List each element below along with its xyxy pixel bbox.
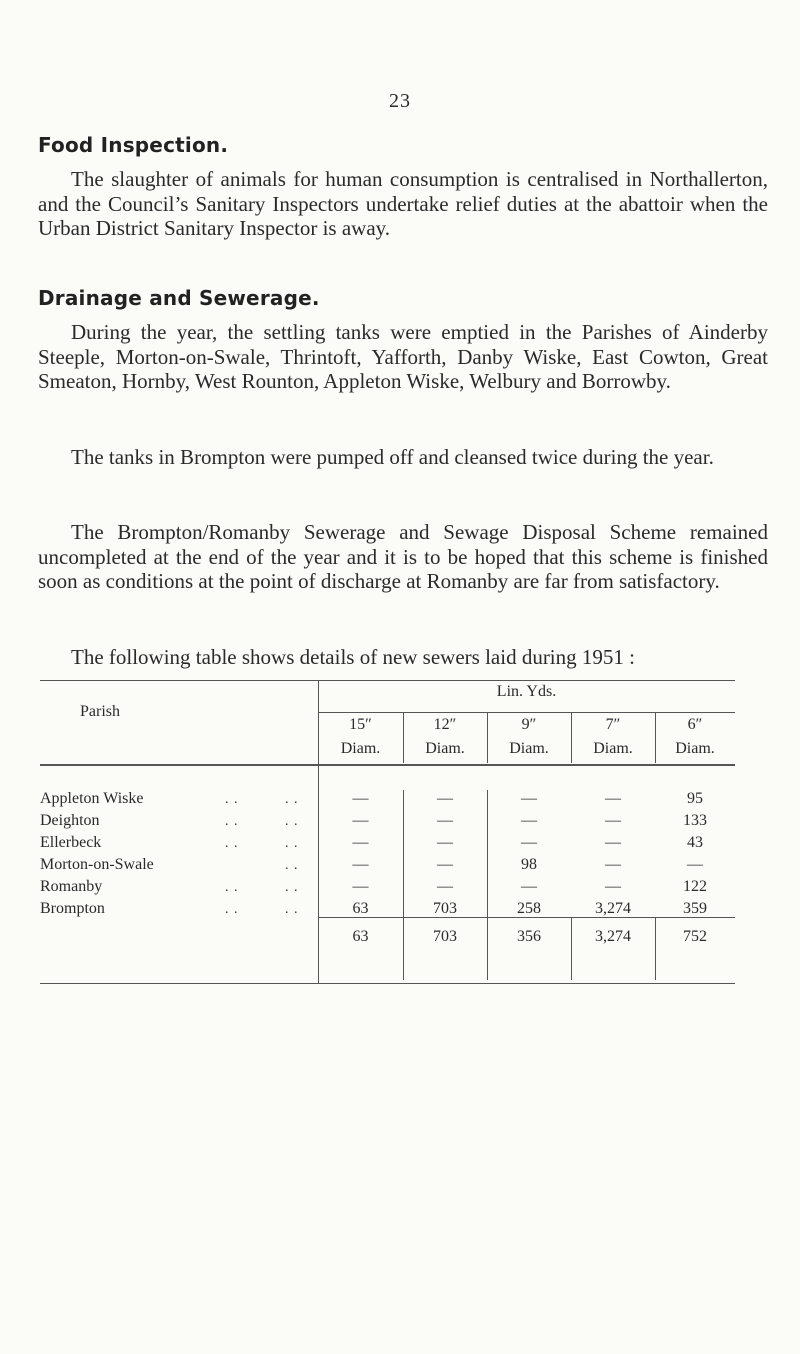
cell-value: —: [352, 856, 369, 873]
cell-value: 63: [352, 900, 369, 917]
cell-value: 122: [683, 878, 707, 895]
parish-name: Ellerbeck: [40, 834, 102, 851]
col-6-size: 6″: [687, 716, 703, 733]
cell-value: 133: [683, 812, 707, 829]
cell-value: —: [605, 812, 621, 829]
cell-value: —: [437, 856, 453, 873]
cell-value: 95: [687, 790, 703, 807]
parish-name: Morton-on-Swale: [40, 856, 154, 873]
cell-value: 258: [517, 900, 541, 917]
leader-dots: . .: [225, 902, 239, 917]
cell-value: —: [352, 812, 369, 829]
table-bottom-rule: [40, 983, 735, 984]
page-number: 23: [389, 90, 411, 112]
parish-name: Romanby: [40, 878, 103, 895]
parish-column-header: Parish: [80, 703, 120, 720]
leader-dots: . .: [225, 880, 239, 895]
parish-name: Brompton: [40, 900, 105, 917]
cell-value: 43: [687, 834, 703, 851]
cell-value: —: [437, 878, 453, 895]
cell-value: —: [605, 790, 621, 807]
cell-value: —: [605, 856, 621, 873]
cell-value: —: [605, 834, 621, 851]
cell-value: —: [521, 878, 537, 895]
cell-value: —: [437, 812, 453, 829]
col-7-size: 7″: [605, 716, 621, 733]
cell-value: 98: [521, 856, 537, 873]
cell-value: —: [437, 834, 453, 851]
col-12-unit: Diam.: [425, 740, 465, 757]
drainage-paragraph-2: The tanks in Brompton were pumped off and cleansed twice during the year.: [71, 445, 714, 469]
leader-dots: . .: [225, 792, 239, 807]
cell-value: —: [352, 878, 369, 895]
drainage-paragraph-3: The Brompton/Romanby Sewerage and Sewage Disposal Scheme remained uncompleted at the end of the year and it is to be hoped that this scheme is finished soon as conditions at the point of discharge at Romanby are far from satisfactory.: [38, 520, 768, 593]
col-15-unit: Diam.: [340, 740, 381, 757]
total-value: 703: [433, 928, 457, 945]
parish-name: Appleton Wiske: [40, 790, 144, 807]
col-9-unit: Diam.: [509, 740, 549, 757]
cell-value: —: [521, 812, 537, 829]
cell-value: —: [437, 790, 453, 807]
leader-dots: . .: [285, 792, 299, 807]
leader-dots: . .: [225, 814, 239, 829]
cell-value: —: [521, 790, 537, 807]
col-7-unit: Diam.: [593, 740, 633, 757]
cell-value: 703: [433, 900, 457, 917]
parish-name: Deighton: [40, 812, 100, 829]
leader-dots: . .: [285, 880, 299, 895]
cell-value: —: [352, 790, 369, 807]
cell-value: —: [521, 834, 537, 851]
table-top-rule: [40, 680, 735, 681]
group-header-rule: [318, 712, 735, 713]
leader-dots: . .: [225, 836, 239, 851]
drainage-paragraph-1: During the year, the settling tanks were emptied in the Parishes of Ainderby Steeple, Morton-on-Swale, Thrintoft, Yafforth, Danby Wiske, East Cowton, Great Smeaton, Hornby, West Rounton, Appleton Wiske, Welbury and Borrowby.: [38, 320, 768, 393]
drainage-heading: Drainage and Sewerage.: [38, 286, 320, 310]
total-value: 63: [352, 928, 369, 945]
col-15-size: 15″: [349, 716, 372, 733]
lin-yds-header: Lin. Yds.: [496, 683, 557, 700]
cell-value: 359: [683, 900, 707, 917]
food-inspection-heading: Food Inspection.: [38, 133, 229, 157]
total-value: 3,274: [595, 928, 631, 945]
col-12-size: 12″: [433, 716, 457, 733]
col-6-unit: Diam.: [675, 740, 715, 757]
leader-dots: . .: [285, 836, 299, 851]
leader-dots: . .: [285, 858, 299, 873]
leader-dots: . .: [285, 814, 299, 829]
leader-dots: . .: [285, 902, 299, 917]
total-value: 752: [683, 928, 707, 945]
cell-value: 3,274: [595, 900, 631, 917]
cell-value: —: [687, 856, 703, 873]
cell-value: —: [605, 878, 621, 895]
food-inspection-paragraph: The slaughter of animals for human consumption is centralised in Northallerton, and the Council’s Sanitary Inspectors undertake relief duties at the abattoir when the Urban District Sanitary Inspector is away.: [38, 167, 768, 240]
drainage-paragraph-4: The following table shows details of new sewers laid during 1951 :: [71, 645, 635, 669]
header-bottom-rule: [40, 764, 735, 766]
col-9-size: 9″: [521, 716, 537, 733]
total-value: 356: [517, 928, 541, 945]
cell-value: —: [352, 834, 369, 851]
